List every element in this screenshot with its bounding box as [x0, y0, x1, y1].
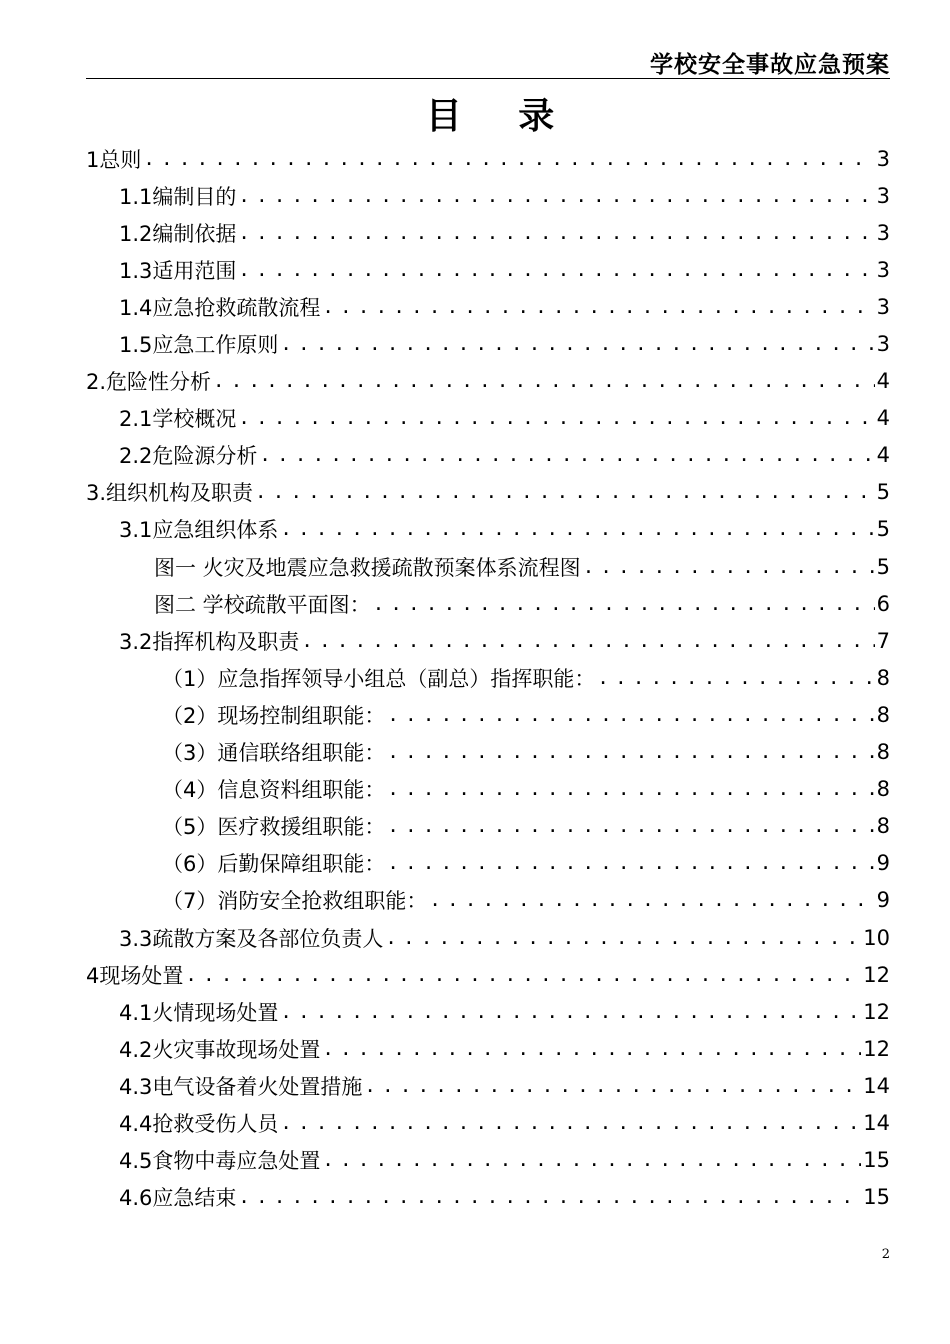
toc-entry[interactable] — [86, 400, 890, 437]
toc-entry-label: 4.5食物中毒应急处置 — [119, 1149, 321, 1174]
toc-entry-page: 5 — [876, 554, 890, 579]
toc-entry[interactable] — [86, 659, 890, 696]
toc-entry[interactable] — [86, 882, 890, 919]
toc-dot-leader — [322, 296, 874, 318]
toc-dot-leader — [322, 1149, 861, 1171]
toc-entry-page: 3 — [876, 220, 890, 245]
toc-entry[interactable] — [86, 511, 890, 548]
toc-dot-leader — [373, 593, 875, 615]
toc-entry-page: 3 — [876, 183, 890, 208]
toc-entry-page: 10 — [863, 925, 890, 950]
toc-dot-leader — [301, 630, 874, 652]
toc-entry[interactable] — [86, 771, 890, 808]
toc-entry-label: 2.2危险源分析 — [119, 444, 258, 469]
toc-dot-leader — [429, 889, 874, 911]
toc-entry[interactable] — [86, 437, 890, 474]
toc-entry-label: （4）信息资料组职能： — [162, 778, 386, 803]
toc-entry-label: 4.4抢救受伤人员 — [119, 1111, 279, 1136]
toc-dot-leader — [387, 852, 874, 874]
toc-dot-leader — [259, 444, 874, 466]
toc-dot-leader — [213, 370, 875, 392]
toc-entry[interactable] — [86, 1067, 890, 1104]
toc-entry-page: 8 — [876, 665, 890, 690]
toc-entry[interactable] — [86, 474, 890, 511]
toc-dot-leader — [238, 222, 874, 244]
toc-entry-page: 14 — [863, 1110, 890, 1135]
document-header-title: 学校安全事故应急预案 — [650, 52, 890, 78]
toc-entry-page: 14 — [863, 1073, 890, 1098]
toc-entry-page: 12 — [863, 962, 890, 987]
toc-entry[interactable] — [86, 993, 890, 1030]
toc-entry-label: 3.3疏散方案及各部位负责人 — [119, 926, 384, 951]
toc-entry-page: 3 — [876, 146, 890, 171]
toc-entry-page: 9 — [876, 888, 890, 913]
toc-entry-page: 4 — [876, 406, 890, 431]
toc-entry[interactable] — [86, 325, 890, 362]
toc-entry-label: 4.3电气设备着火处置措施 — [119, 1074, 363, 1099]
toc-entry-label: （7）消防安全抢救组职能： — [162, 889, 428, 914]
toc-dot-leader — [143, 148, 874, 170]
toc-entry-page: 8 — [876, 777, 890, 802]
toc-entry[interactable] — [86, 845, 890, 882]
toc-entry[interactable] — [86, 956, 890, 993]
toc-dot-leader — [185, 964, 861, 986]
toc-entry[interactable] — [86, 1104, 890, 1141]
toc-entry-label: 2.危险性分析 — [86, 370, 212, 395]
toc-entry-page: 15 — [863, 1148, 890, 1173]
toc-entry-page: 5 — [876, 517, 890, 542]
toc-entry-page: 4 — [876, 443, 890, 468]
toc-entry[interactable] — [86, 1142, 890, 1179]
toc-entry[interactable] — [86, 548, 890, 585]
toc-entry-label: 图二 学校疏散平面图： — [154, 592, 371, 617]
toc-entry-label: 1.3适用范围 — [119, 258, 237, 283]
toc-dot-leader — [583, 556, 875, 578]
toc-entry-label: 2.1学校概况 — [119, 407, 237, 432]
toc-entry-page: 7 — [876, 628, 890, 653]
toc-entry-page: 15 — [863, 1185, 890, 1210]
toc-entry-label: 3.1应急组织体系 — [119, 518, 279, 543]
table-of-contents — [86, 140, 890, 1216]
toc-entry-page: 8 — [876, 702, 890, 727]
toc-entry-page: 4 — [876, 369, 890, 394]
toc-entry[interactable] — [86, 734, 890, 771]
toc-entry-label: （6）后勤保障组职能： — [162, 852, 386, 877]
toc-entry-page: 12 — [863, 999, 890, 1024]
toc-entry-page: 3 — [876, 332, 890, 357]
toc-entry[interactable] — [86, 1030, 890, 1067]
toc-entry[interactable] — [86, 214, 890, 251]
toc-entry[interactable] — [86, 585, 890, 622]
header-divider — [86, 78, 890, 79]
toc-dot-leader — [387, 778, 874, 800]
toc-entry[interactable] — [86, 919, 890, 956]
toc-dot-leader — [364, 1075, 861, 1097]
toc-heading: 目 录 — [425, 96, 555, 137]
toc-dot-leader — [280, 518, 874, 540]
toc-dot-leader — [238, 1186, 861, 1208]
toc-dot-leader — [385, 927, 861, 949]
toc-dot-leader — [387, 704, 874, 726]
toc-entry-label: 1总则 — [86, 147, 142, 172]
toc-entry-page: 12 — [863, 1036, 890, 1061]
toc-entry-page: 5 — [876, 480, 890, 505]
toc-entry-page: 3 — [876, 257, 890, 282]
toc-entry-label: 4.1火情现场处置 — [119, 1000, 279, 1025]
toc-entry[interactable] — [86, 622, 890, 659]
toc-entry[interactable] — [86, 808, 890, 845]
page-number: 2 — [881, 1247, 890, 1262]
toc-entry-label: （3）通信联络组职能： — [162, 741, 386, 766]
toc-dot-leader — [597, 667, 874, 689]
toc-dot-leader — [280, 1112, 861, 1134]
toc-dot-leader — [387, 815, 874, 837]
toc-entry[interactable] — [86, 177, 890, 214]
toc-dot-leader — [387, 741, 874, 763]
toc-entry-page: 6 — [876, 591, 890, 616]
toc-dot-leader — [322, 1038, 861, 1060]
toc-entry-label: 1.2编制依据 — [119, 221, 237, 246]
toc-entry[interactable] — [86, 1179, 890, 1216]
toc-dot-leader — [280, 333, 874, 355]
toc-entry-label: 4.6应急结束 — [119, 1186, 237, 1211]
toc-entry-label: 1.5应急工作原则 — [119, 333, 279, 358]
toc-entry-label: 1.4应急抢救疏散流程 — [119, 295, 321, 320]
toc-entry-page: 8 — [876, 740, 890, 765]
toc-dot-leader — [238, 407, 874, 429]
toc-dot-leader — [255, 481, 875, 503]
toc-entry-label: 3.组织机构及职责 — [86, 481, 254, 506]
toc-entry[interactable] — [86, 140, 890, 177]
toc-entry-label: （5）医疗救援组职能： — [162, 815, 386, 840]
toc-entry-label: 图一 火灾及地震应急救援疏散预案体系流程图 — [154, 555, 581, 580]
toc-entry-label: 3.2指挥机构及职责 — [119, 629, 300, 654]
toc-entry-label: （2）现场控制组职能： — [162, 703, 386, 728]
toc-entry-label: 4.2火灾事故现场处置 — [119, 1037, 321, 1062]
toc-entry-label: （1）应急指挥领导小组总（副总）指挥职能： — [162, 666, 596, 691]
toc-entry-label: 4现场处置 — [86, 963, 184, 988]
toc-entry[interactable] — [86, 251, 890, 288]
toc-entry-label: 1.1编制目的 — [119, 184, 237, 209]
toc-dot-leader — [280, 1001, 861, 1023]
toc-entry[interactable] — [86, 696, 890, 733]
toc-entry-page: 9 — [876, 851, 890, 876]
toc-dot-leader — [238, 185, 874, 207]
toc-entry-page: 3 — [876, 294, 890, 319]
toc-dot-leader — [238, 259, 874, 281]
toc-entry[interactable] — [86, 288, 890, 325]
toc-entry[interactable] — [86, 363, 890, 400]
toc-entry-page: 8 — [876, 814, 890, 839]
